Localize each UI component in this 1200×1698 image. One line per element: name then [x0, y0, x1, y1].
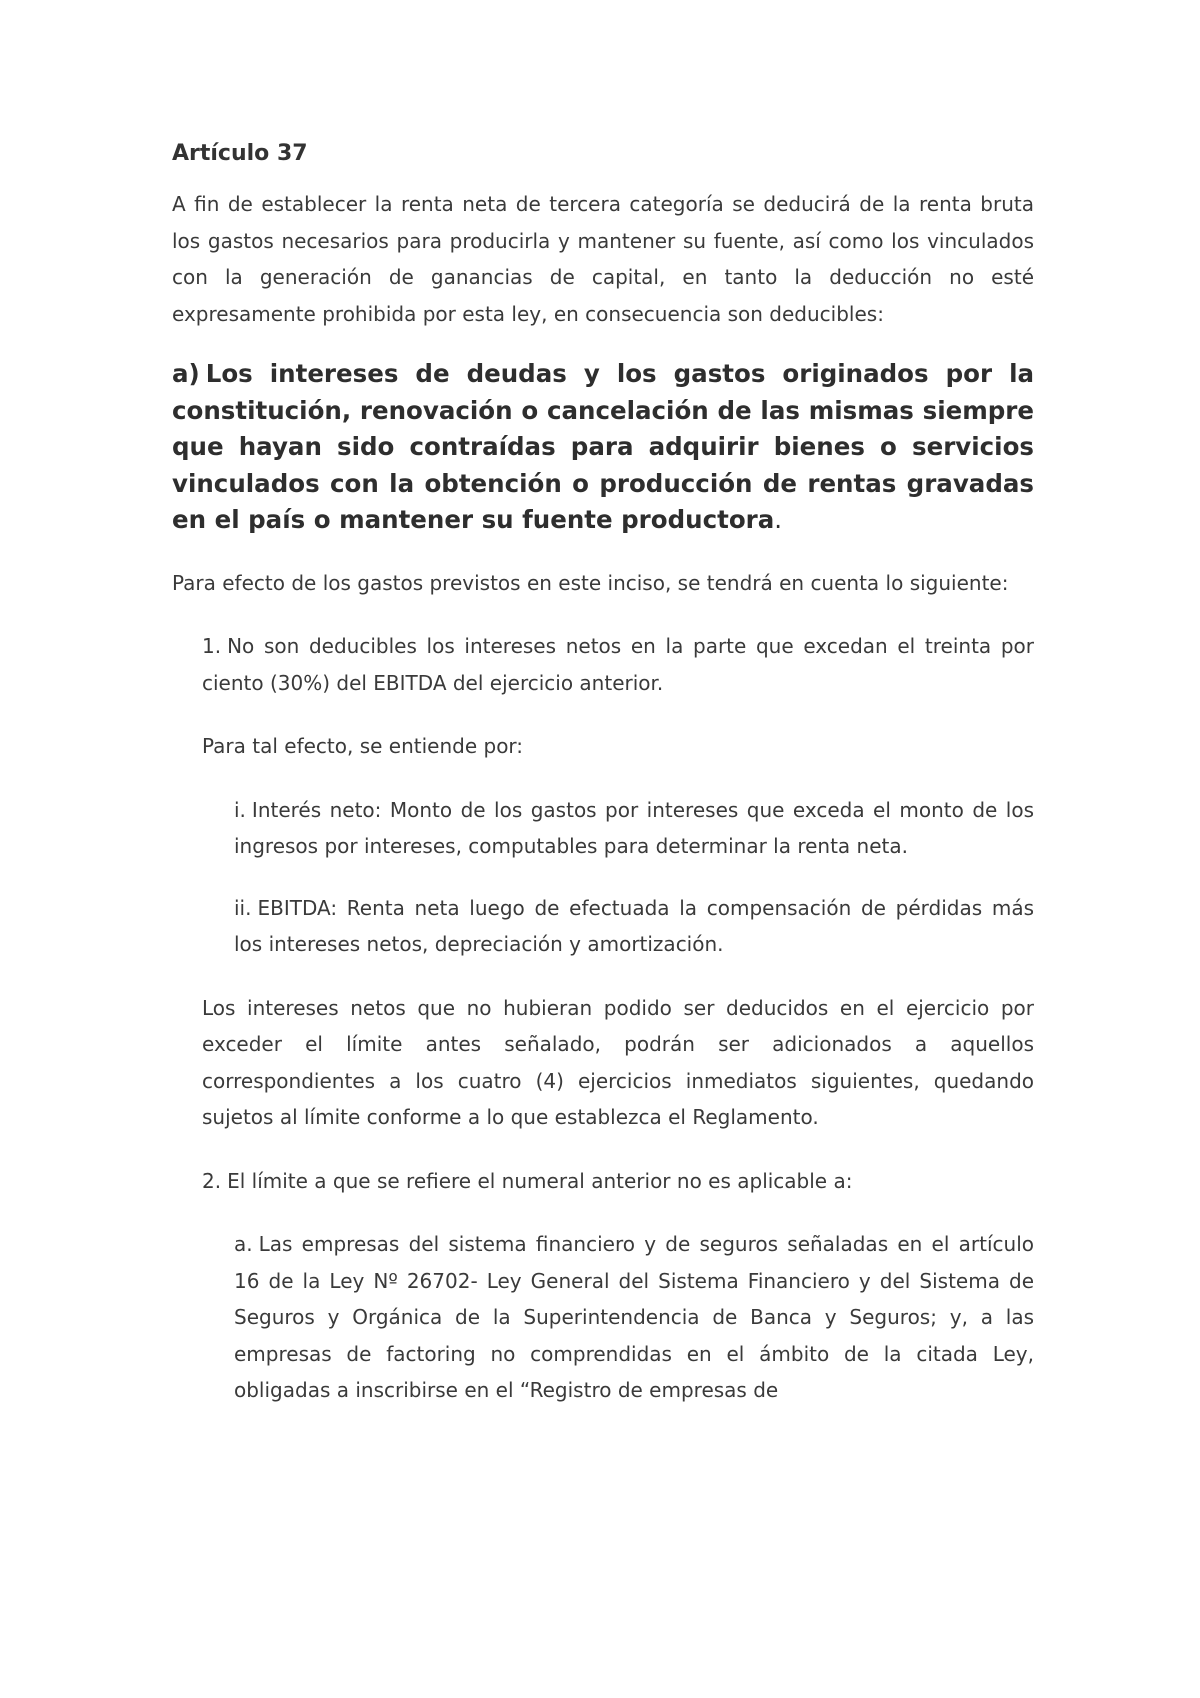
- intro-paragraph: A fin de establecer la renta neta de tercera categoría se deducirá de la renta bruta los gastos necesarios para producirla y mantener su fuente, así como los vinculados con la generación de ganancias de capital, en tanto la deducción no esté expresamente prohibida por esta ley, en consecuencia son deducibles:: [172, 192, 1034, 326]
- point-1-paragraph: [202, 628, 1034, 701]
- item-a-text: Los intereses de deudas y los gastos originados por la constitución, renovación o cancelación de las mismas siempre que hayan sido contraídas para adquirir bienes o servicios vinculados con la obtención o producción de rentas gravadas en el país o mantener su fuente productora: [172, 359, 1034, 534]
- item-a-paragraph: [172, 356, 1034, 539]
- point-2-paragraph: [202, 1163, 1034, 1200]
- definitions-intro: Para tal efecto, se entiende por:: [202, 734, 524, 758]
- point-1-text: No son deducibles los intereses netos en la parte que excedan el treinta por ciento (30%) del EBITDA del ejercicio anterior.: [202, 634, 1034, 695]
- item-a-period: .: [774, 505, 783, 534]
- subpoint-a-text: Las empresas del sistema financiero y de seguros señaladas en el artículo 16 de la Ley Nº 26702- Ley General del Sistema Financiero y del Sistema de Seguros y Orgánica de la Superintendencia de Banca y Seguros; y, a las empresas de factoring no comprendidas en el ámbito de la citada Ley, obligadas a inscribirse en el “Registro de empresas de: [234, 1232, 1034, 1402]
- lead-in-paragraph: Para efecto de los gastos previstos en este inciso, se tendrá en cuenta lo siguiente:: [172, 570, 1009, 595]
- carryforward-paragraph: Los intereses netos que no hubieran podido ser deducidos en el ejercicio por exceder el límite antes señalado, podrán ser adicionados a aquellos correspondientes a los cuatro (4) ejercicios inmediatos siguientes, quedando sujetos al límite conforme a lo que establezca el Reglamento.: [202, 995, 1034, 1129]
- point-2-marker: 2.: [202, 1168, 222, 1193]
- article-title: Artículo 37: [172, 141, 308, 166]
- definition-i-text: Interés neto: Monto de los gastos por intereses que exceda el monto de los ingresos por intereses, computables para determinar la renta neta.: [234, 797, 1034, 858]
- definition-i-paragraph: [234, 792, 1034, 865]
- point-1-marker: 1.: [202, 634, 222, 658]
- definition-i-marker: i.: [234, 797, 246, 822]
- definition-ii-text: EBITDA: Renta neta luego de efectuada la compensación de pérdidas más los intereses netos, depreciación y amortización.: [234, 895, 1034, 956]
- document-page: [172, 136, 1034, 1409]
- definition-ii-marker: ii.: [234, 895, 252, 920]
- definition-ii-paragraph: [234, 890, 1034, 963]
- item-a-marker: a): [172, 359, 200, 388]
- subpoint-a-paragraph: [234, 1226, 1034, 1409]
- subpoint-a-marker: a.: [234, 1232, 253, 1256]
- point-2-text: El límite a que se refiere el numeral anterior no es aplicable a:: [227, 1168, 853, 1193]
